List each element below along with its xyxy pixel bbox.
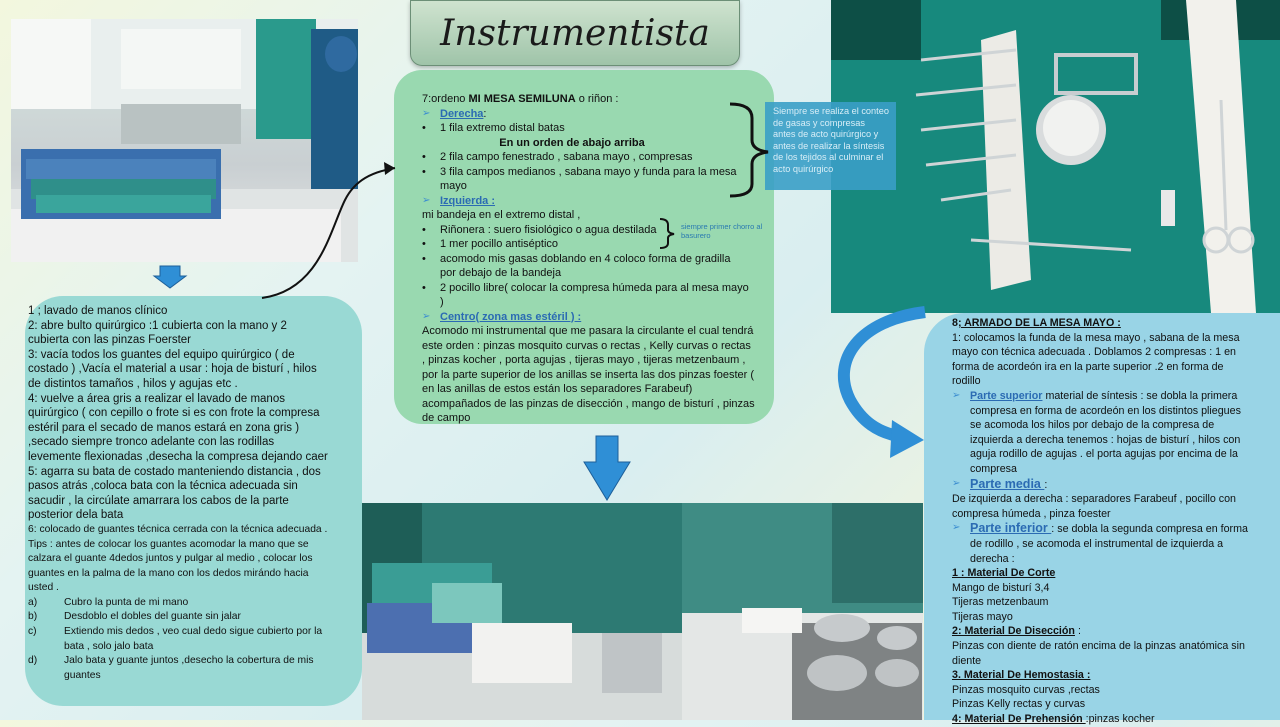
parte-superior: ➢ Parte superior material de síntesis : se dobla la primera compresa en forma de acordeón en los distintos pliegues se acomoda los hilos por debajo de la compresa de izquierda a derecha tenemos : hojas de bisturí , hilos con aguja rodillo de agujas . el porta agujas por encima de la compresa — [952, 389, 1241, 475]
mayo-step-1: 1: colocamos la funda de la mesa mayo , sabana de la mesa mayo con técnica adecuada . Doblamos 2 compresas : 1 en forma de acordeón ira en la parte superior .2 en forma de rodillo — [952, 331, 1240, 388]
step-1: 1 ; lavado de manos clínico — [28, 305, 168, 317]
centro-heading: ➢ Centro( zona mas estéril ) : — [422, 310, 582, 323]
material-hemostasia-heading: 3. Material De Hemostasia : — [952, 669, 1091, 682]
page-title: Instrumentista — [440, 13, 710, 54]
material-corte-1: Mango de bisturí 3,4 — [952, 581, 1050, 594]
glove-step-a: a) Cubro la punta de mi mano — [28, 596, 189, 608]
preparation-steps-text — [28, 304, 330, 683]
derecha-item-3: • 3 fila campos medianos , sabana mayo y funda para la mesa mayo — [422, 165, 737, 192]
down-arrow-large — [584, 436, 630, 500]
material-prehension: 4: Material De Prehensión :pinzas kocher — [952, 713, 1155, 726]
arrow-bullet-icon: ➢ — [952, 389, 961, 401]
derecha-order-note: En un orden de abajo arriba — [499, 136, 645, 149]
glove-step-c: c) Extiendo mis dedos , veo cual dedo sigue cubierto por la bata , solo jalo bata — [28, 626, 323, 652]
izquierda-item-1: • Riñonera : suero fisiológico o agua destilada — [422, 223, 657, 236]
material-corte-3: Tijeras mayo — [952, 610, 1013, 623]
arrow-bullet-icon: ➢ — [952, 522, 961, 534]
material-corte-2: Tijeras metzenbaum — [952, 596, 1049, 609]
material-corte-heading: 1 : Material De Corte — [952, 567, 1056, 580]
semilunar-table-text — [422, 92, 762, 426]
derecha-heading: ➢ Derecha: — [422, 107, 487, 120]
centro-text: Acomodo mi instrumental que me pasara la circulante el cual tendrá este orden : pinzas mosquito curvas o rectas , Kelly curvas o rectas , pinzas kocher , porta agujas , tijeras mayo , tijeras metzenbaum , por la parte superior de los anillas se inserta las dos pinzas foester ( en las anillas de estos están los separadores Farabeuf) acompañados de las pinzas de disección , mango de bisturí , pinzas de campo — [422, 325, 755, 424]
material-hemostasia-1: Pinzas mosquito curvas ,rectas — [952, 683, 1100, 696]
side-note-text: Siempre se realiza el conteo de gasas y compresas antes de acto quirúrgico y antes de realizar la síntesis de los tejidos al culminar el acto quirúrgico — [773, 106, 889, 174]
derecha-item-1: • 1 fila extremo distal batas — [422, 122, 565, 134]
arrow-bullet-icon: ➢ — [952, 477, 961, 489]
intro-line: 7:ordeno MI MESA SEMILUNA o riñon : — [422, 93, 619, 105]
izquierda-intro: mi bandeja en el extremo distal , — [422, 209, 581, 221]
step-5: 5: agarra su bata de costado manteniendo distancia , dos pasos atrás ,coloca bata con la técnica adecuada sin sacudir , la circúlate amarrara los cabos de la parte posterior dela bata — [28, 465, 321, 522]
parte-inferior: ➢ Parte inferior : se dobla la segunda compresa en forma de rodillo , se acomoda el instrumental de izquierda a derecha : — [952, 521, 1248, 565]
step-6: 6: colocado de guantes técnica cerrada con la técnica adecuada . Tips : antes de colocar los guantes acomodar la mano que se calzara el guante 4dedos juntos y pulgar al medio , colocar los guantes en la palma de la mano con los dedos mirándo hacia usted . — [28, 523, 328, 594]
small-note-text: siempre primer chorro al basurero — [681, 222, 763, 240]
izquierda-item-4: • 2 pocillo libre( colocar la compresa húmeda para al mesa mayo ) — [422, 281, 749, 308]
izquierda-item-2: • 1 mer pocillo antiséptico — [422, 238, 559, 250]
step-2: 2: abre bulto quirúrgico :1 cubierta con la mano y 2 cubierta con las pinzas Foerster — [28, 319, 287, 347]
mayo-table-text — [952, 316, 1252, 727]
mayo-heading: 8; ARMADO DE LA MESA MAYO : — [952, 317, 1121, 329]
material-hemostasia-2: Pinzas Kelly rectas y curvas — [952, 698, 1086, 711]
step-4: 4: vuelve a área gris a realizar el lavado de manos quirúrgico ( con cepillo o frote si es con frote la compresa estéril para el secado de manos estará en zona gris ) ,secado siempre tronco adelante con las rodillas levemente flexionadas ,desecha la compresa dejando caer — [28, 392, 328, 463]
material-diseccion-heading: 2: Material De Disección : — [952, 625, 1081, 638]
parte-media-heading: ➢ Parte media : — [952, 476, 1048, 491]
step-3: 3: vacía todos los guantes del equipo quirúrgico ( de costado ) ,Vacía el material a usar : hoja de bisturí , hilos de distintos tamaños , hilos y agujas etc . — [28, 348, 317, 390]
derecha-item-2: • 2 fila campo fenestrado , sabana mayo , compresas — [422, 151, 693, 163]
glove-step-d: d) Jalo bata y guante juntos ,desecho la cobertura de mis guantes — [28, 655, 314, 681]
arrow-bullet-icon: ➢ — [422, 107, 431, 119]
arrow-bullet-icon: ➢ — [422, 194, 431, 206]
curved-arrow-black — [262, 168, 395, 298]
curved-arrow-blue — [844, 312, 925, 436]
parte-media-text: De izquierda a derecha : separadores Farabeuf , pocillo con compresa húmeda , pinza foester — [952, 493, 1236, 520]
material-diseccion-1: Pinzas con diente de ratón encima de la pinzas anatómica sin diente — [952, 640, 1245, 667]
izquierda-heading: ➢ Izquierda : — [422, 194, 496, 207]
glove-step-b: b) Desdoblo el dobles del guante sin jalar — [28, 611, 241, 623]
down-arrow-small — [154, 266, 186, 288]
izquierda-item-3: • acomodo mis gasas doblando en 4 coloco forma de gradilla por debajo de la bandeja — [422, 252, 731, 279]
arrow-bullet-icon: ➢ — [422, 310, 431, 322]
